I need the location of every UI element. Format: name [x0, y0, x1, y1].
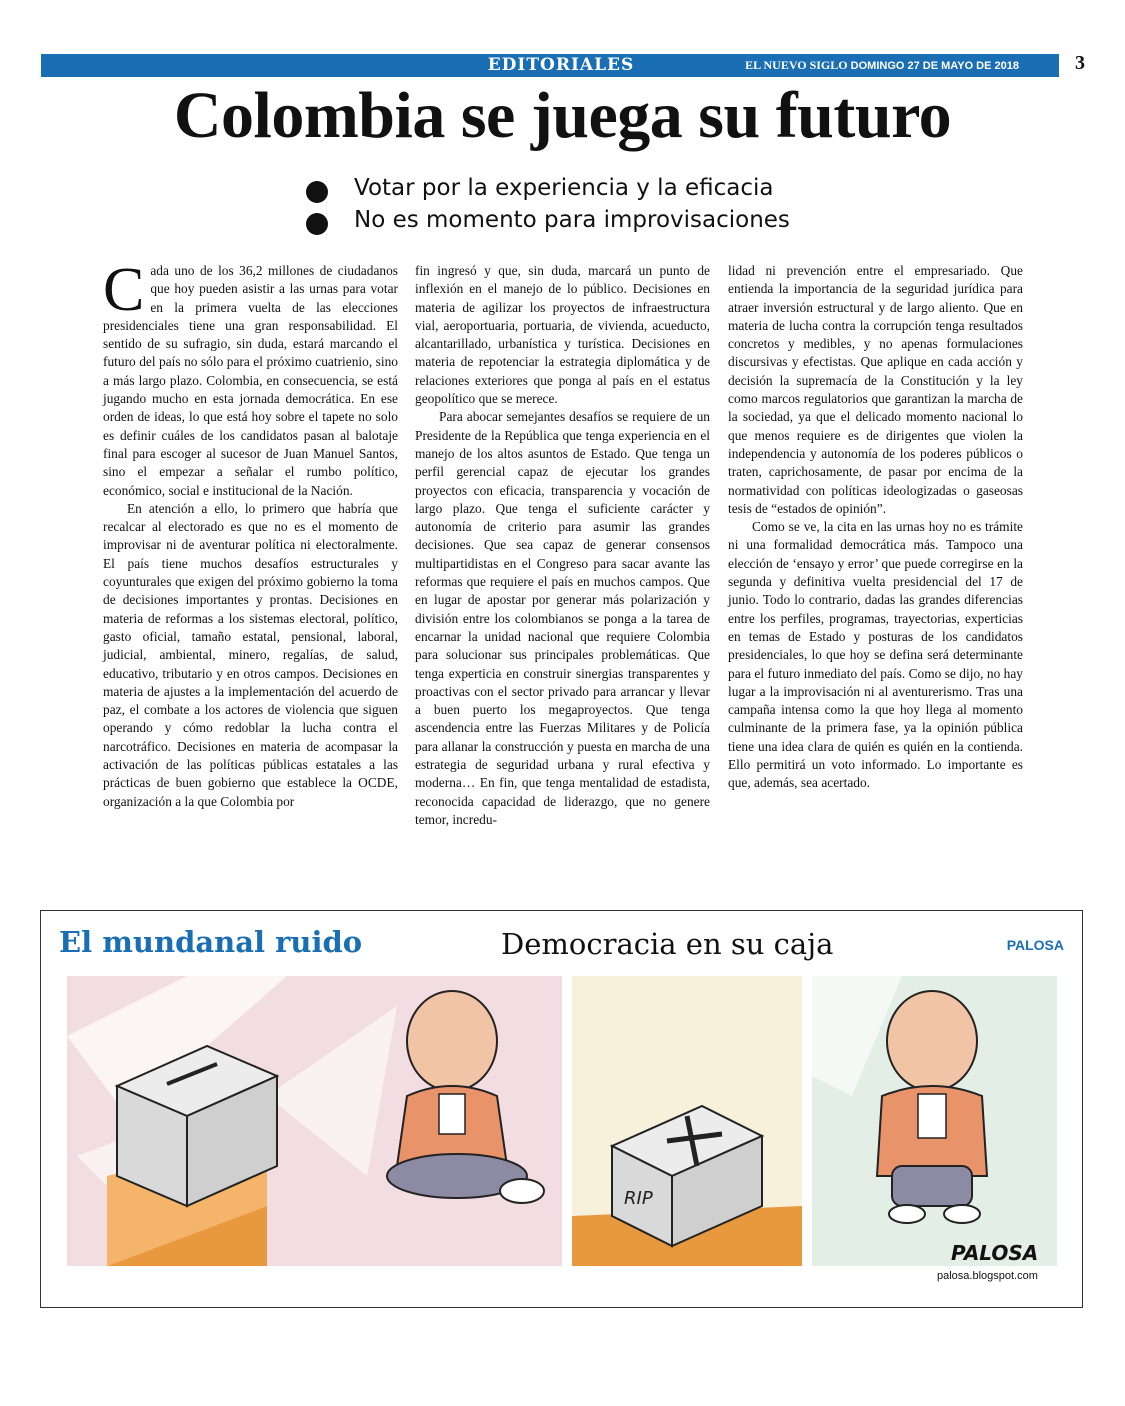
character-shoe: [944, 1205, 980, 1223]
cartoon-panel-3: [812, 976, 1057, 1266]
cartoon-box: [40, 910, 1083, 1308]
article-column-2: [415, 262, 710, 829]
cartoon-title: Democracia en su caja: [501, 927, 834, 961]
subheadline-text: Votar por la experiencia y la eficacia: [354, 175, 774, 201]
cartoon-panel-2: [572, 976, 802, 1266]
character-shirt: [918, 1094, 946, 1138]
bullet-dot-icon: [306, 181, 328, 203]
page-header: [41, 54, 1085, 77]
article-paragraph: Como se ve, la cita en las urnas hoy no es trámite ni una formalidad democrática más. Tampoco una elección de ‘ensayo y error’ que puede corregirse en la segunda y definitiva vuelta presidencial del 17 de junio. Todo lo contrario, dadas las grandes diferencias entre los perfiles, programas, trayectorias, experticias en temas de Estado y posturas de los candidatos presidenciales, lo que hoy se defina será determinante para el futuro inmediato del país. Como se dijo, no hay lugar a la improvisación ni al aventurerismo. Tras una campaña intensa como la que hoy llega al momento culminante de la primera fase, ya la opinión pública tiene una idea clara de quién es quién en la contienda. Ello permitirá un voto informado. Lo importante es que, además, sea acertado.: [728, 519, 1023, 791]
cartoon-panel-1: [67, 976, 562, 1266]
character-shirt: [439, 1094, 465, 1134]
drop-cap: C: [103, 256, 145, 324]
article-paragraph: Para abocar semejantes desafíos se requiere de un Presidente de la República que tenga experiencia en el manejo de los altos asuntos de Estado. Que tenga un perfil gerencial capaz de ejecutar los grandes proyectos con eficacia, transparencia y vocación de largo plazo. Que tenga el suficiente carácter y autonomía de criterio para asumir las grandes decisiones. Que sea capaz de generar consensos multipartidistas en el Congreso para sacar avante las reformas que requiere el país en muchos campos. Que en lugar de apostar por generar más polarización y división entre los colombianos se ponga a la tarea de encarnar la unidad nacional que requiere Colombia para solucionar sus principales problemáticas. Que tenga experticia en construir sinergias transparentes y proactivas con el sector privado para arrancar y llevar a buen puerto los megaproyectos. Que tenga ascendencia entre las Fuerzas Militares y de Policía para allanar la construcción y puesta en marcha de una estrategia de seguridad urbana y rural efectiva y moderna… En fin, que tenga mentalidad de estadista, reconocida capacidad de liderazgo, que no genere temor, incredu-: [415, 409, 710, 827]
article-paragraph: fin ingresó y que, sin duda, marcará un punto de inflexión en el manejo de lo público. Decisiones en materia de agilizar los proyectos de infraestructura vial, aeroportuaria, portuaria, de vivienda, acueducto, alcantarillado, urbanística y turística. Decisiones en materia de repotenciar la estrategia diplomática y de relaciones exteriores que ponga al país en el estatus geopolítico que se merece.: [415, 263, 710, 407]
cartoon-author: PALOSA: [1006, 937, 1064, 953]
bullet-dot-icon: [306, 213, 328, 235]
page-number: 3: [1075, 52, 1085, 74]
subheadline-text: No es momento para improvisaciones: [354, 207, 790, 233]
article-paragraph: [103, 256, 398, 500]
article-column-3: [728, 262, 1023, 793]
article-paragraph: En atención a ello, lo primero que habría que recalcar al electorado es que no es el momento de improvisar ni de aventurar política ni electoralmente. El país tiene muchos desafíos estructurales y coyunturales que exigen del próximo gobierno la toma de decisiones importantes y prontas. Decisiones en materia de reformas a los sistemas electoral, político, gasto oficial, tamaño estatal, pensional, laboral, judicial, ambiental, minero, regalías, de salud, educativo, tributario y en otros campos. Decisiones en materia de ajustes a la implementación del acuerdo de paz, el combate a los actores de violencia que siguen operando y cómo redoblar la lucha contra el narcotráfico. Decisiones en materia de acompasar la activación de las políticas públicas estatales a las prácticas de buen gobierno que establece la OCDE, organización a la que Colombia por: [103, 500, 398, 809]
character-head: [887, 991, 977, 1091]
cartoonist-website: palosa.blogspot.com: [937, 1270, 1038, 1282]
character-legs: [892, 1166, 972, 1206]
paragraph-text: ada uno de los 36,2 millones de ciudadanos que hoy pueden asistir a las urnas para votar en la primera vuelta de las elecciones presidenciales tiene una gran responsabilidad. El sentido de su sufragio, sin duda, estará marcando el futuro del país no sólo para el próximo cuatrienio, sino a más largo plazo. Colombia, en consecuencia, se está jugando mucho en esta jornada democrática. En ese orden de ideas, lo que está hoy sobre el tapete no solo es definir cuáles de los candidatos pasan al balotaje final para escoger al sucesor de Juan Manuel Santos, sino el empezar a señalar el rumbo político, económico, social e institucional de la Nación.: [103, 263, 398, 498]
cartoon-series-title: El mundanal ruido: [59, 925, 363, 959]
cartoonist-signature: PALOSA: [951, 1241, 1039, 1265]
article-column-1: [103, 256, 398, 811]
section-name: EDITORIALES: [487, 55, 635, 75]
headline: Colombia se juega su futuro: [173, 79, 952, 152]
article-paragraph: lidad ni prevención entre el empresariado. Que entienda la importancia de la seguridad jurídica para atraer inversión estructural y de largo aliento. Que en materia de lucha contra la corrupción tenga resultados concretos y medibles, y no apenas formulaciones discursivas y efectistas. Que aplique en cada acción y decisión la supremacía de la Constitución y la ley como marcos regulatorios que garantizan la marcha de la sociedad, ya que el delicado momento nacional lo que menos requiere es de dirigentes que violen la independencia y autonomía de los poderes públicos o traten, caprichosamente, de pasar por encima de la normatividad con políticas ideologizadas o gaseosas tesis de “estados de opinión”.: [728, 263, 1023, 516]
ballot-label: RIP: [624, 1188, 653, 1209]
paper-dateline: [745, 58, 1019, 73]
issue-date: DOMINGO 27 DE MAYO DE 2018: [850, 60, 1019, 72]
character-shoe: [889, 1205, 925, 1223]
character-shoe: [500, 1179, 544, 1203]
character-head: [407, 991, 497, 1091]
header-bar: [41, 54, 1059, 77]
paper-name: EL NUEVO SIGLO: [745, 58, 848, 72]
